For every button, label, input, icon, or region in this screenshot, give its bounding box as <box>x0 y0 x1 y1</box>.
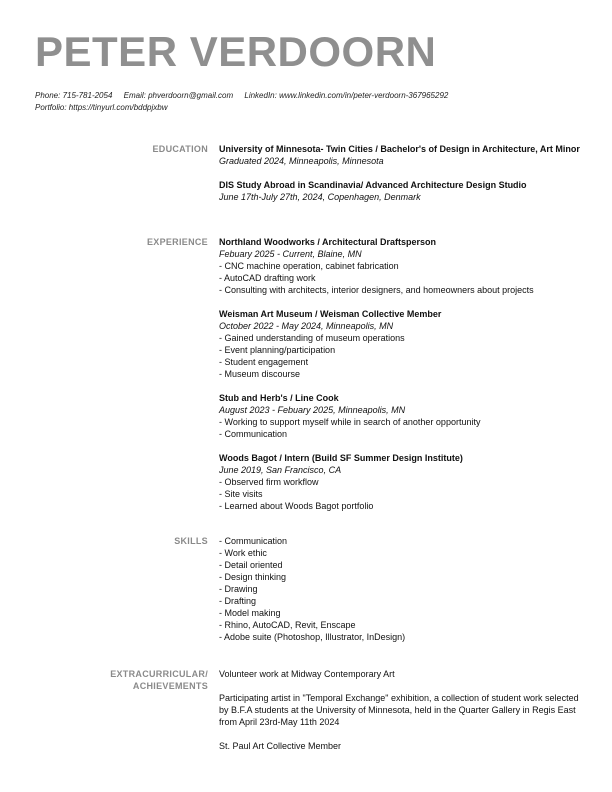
bullet-item: - Student engagement <box>219 357 309 367</box>
portfolio-text: Portfolio: https://tinyurl.com/bddpjxbw <box>35 102 168 112</box>
resume-name: PETER VERDOORN <box>35 28 437 75</box>
extracurricular-item: Participating artist in "Temporal Exchange" exhibition, a collection of student work selected by B.F.A students at the University of Minnesota, held in the Quarter Gallery in Regis East from April 23rd-May 11th 2024 <box>219 693 579 727</box>
entry-subtitle: Febuary 2025 - Current, Blaine, MN <box>219 249 362 259</box>
entry-subtitle: August 2023 - Febuary 2025, Minneapolis, MN <box>219 405 406 415</box>
entry-title: University of Minnesota- Twin Cities / Bachelor's of Design in Architecture, Art Minor <box>219 144 580 154</box>
skills-body <box>219 535 589 643</box>
skills-heading: SKILLS <box>174 536 208 546</box>
entry-subtitle: October 2022 - May 2024, Minneapolis, MN <box>219 321 394 331</box>
bullet-item: - Working to support myself while in search of another opportunity <box>219 417 481 427</box>
entry-title: DIS Study Abroad in Scandinavia/ Advanced Architecture Design Studio <box>219 180 527 190</box>
bullet-item: - Museum discourse <box>219 369 301 379</box>
experience-body <box>219 236 589 524</box>
education-entry <box>219 179 589 203</box>
education-body <box>219 143 589 215</box>
skill-item: - Work ethic <box>219 548 267 558</box>
extracurricular-heading-line2: ACHIEVEMENTS <box>132 681 208 691</box>
entry-subtitle: Graduated 2024, Minneapolis, Minnesota <box>219 156 384 166</box>
email-text: Email: phverdoorn@gmail.com <box>123 91 234 100</box>
extracurricular-item: St. Paul Art Collective Member <box>219 741 342 751</box>
experience-entry <box>219 392 589 440</box>
entry-subtitle: June 2019, San Francisco, CA <box>219 465 342 475</box>
phone-text: Phone: 715-781-2054 <box>35 91 113 100</box>
extracurricular-heading <box>60 668 208 692</box>
skill-item: - Drawing <box>219 584 258 594</box>
experience-entry <box>219 236 589 296</box>
skill-item: - Rhino, AutoCAD, Revit, Enscape <box>219 620 356 630</box>
bullet-item: - CNC machine operation, cabinet fabrication <box>219 261 399 271</box>
skill-item: - Model making <box>219 608 281 618</box>
education-entry <box>219 143 589 167</box>
skill-item: - Communication <box>219 536 288 546</box>
skill-item: - Drafting <box>219 596 257 606</box>
skill-item: - Detail oriented <box>219 560 283 570</box>
extracurricular-heading-line1: EXTRACURRICULAR/ <box>110 669 208 679</box>
contact-info <box>35 90 595 113</box>
entry-title: Woods Bagot / Intern (Build SF Summer Design Institute) <box>219 453 463 463</box>
bullet-item: - Learned about Woods Bagot portfolio <box>219 501 374 511</box>
experience-entry <box>219 308 589 380</box>
bullet-item: - Gained understanding of museum operations <box>219 333 405 343</box>
skill-item: - Design thinking <box>219 572 287 582</box>
bullet-item: - Observed firm workflow <box>219 477 319 487</box>
bullet-item: - Communication <box>219 429 288 439</box>
linkedin-text: LinkedIn: www.linkedin.com/in/peter-verdoorn-367965292 <box>244 91 449 100</box>
bullet-item: - Site visits <box>219 489 263 499</box>
entry-subtitle: June 17th-July 27th, 2024, Copenhagen, Denmark <box>219 192 421 202</box>
skill-item: - Adobe suite (Photoshop, Illustrator, InDesign) <box>219 632 406 642</box>
entry-title: Stub and Herb's / Line Cook <box>219 393 339 403</box>
entry-title: Weisman Art Museum / Weisman Collective Member <box>219 309 442 319</box>
extracurricular-item: Volunteer work at Midway Contemporary Art <box>219 669 395 679</box>
experience-heading: EXPERIENCE <box>146 237 208 247</box>
entry-title: Northland Woodworks / Architectural Draftsperson <box>219 237 437 247</box>
bullet-item: - Consulting with architects, interior designers, and homeowners about projects <box>219 285 534 295</box>
extracurricular-body <box>219 668 589 764</box>
education-heading: EDUCATION <box>152 144 208 154</box>
bullet-item: - Event planning/participation <box>219 345 336 355</box>
experience-entry <box>219 452 589 512</box>
bullet-item: - AutoCAD drafting work <box>219 273 316 283</box>
